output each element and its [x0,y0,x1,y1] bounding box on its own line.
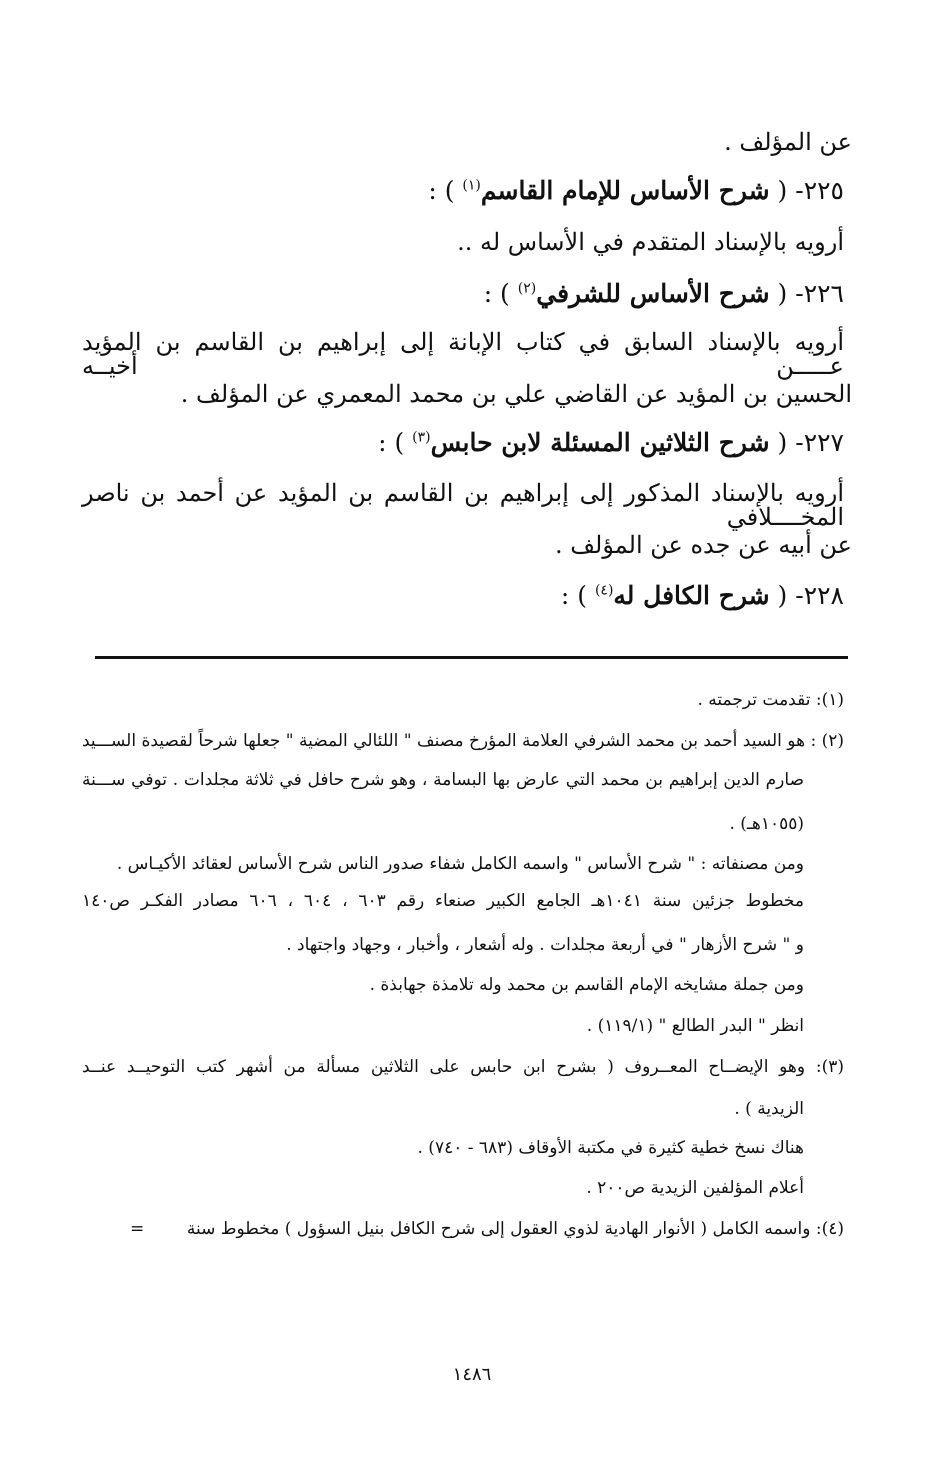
main-line-1: عن المؤلف . [724,128,852,156]
entry-226-number: ٢٢٦- ( [777,279,844,308]
footnote-2-line-7: ومن جملة مشايخه الإمام القاسم بن محمد وله تلامذة جهابذة . [369,975,804,995]
footnote-ref-2: (٢) [517,280,537,297]
footnote-3-line-4: أعلام المؤلفين الزيدية ص٢٠٠ . [586,1178,804,1198]
entry-228-title: شرح الكافل له [613,581,770,610]
entry-227-number: ٢٢٧- ( [777,428,844,457]
footnote-ref-4: (٤) [594,582,614,599]
entry-227-heading [378,430,844,455]
entry-226-tail: ) : [483,279,510,308]
footnote-3-line-3: هناك نسخ خطية كثيرة في مكتبة الأوقاف (٦٨٣ - ٧٤٠) . [417,1138,804,1158]
main-line-8: أرويه بالإسناد المذكور إلى إبراهيم بن القاسم بن المؤيد عن أحمد بن ناصر المخــــلافي [82,479,844,531]
entry-228-heading [561,583,844,608]
main-line-3: أرويه بالإسناد المتقدم في الأساس له .. [457,228,844,256]
footnote-2-line-6: و " شرح الأزهار " في أربعة مجلدات . وله أشعار ، وأخبار ، وجهاد واجتهاد . [286,935,804,955]
footnote-2-line-2: صارم الدين إبراهيم بن محمد التي عارض بها البسامة ، وهو شرح حافل في ثلاثة مجلدات . توفي ســـنة [82,770,804,790]
footnote-4: (٤): واسمه الكامل ( الأنوار الهادية لذوي العقول إلى شرح الكافل بنيل السؤول ) مخطوط سنة [186,1219,844,1239]
continuation-mark: = [130,1219,145,1239]
page-number: ١٤٨٦ [452,1364,492,1385]
entry-226-title: شرح الأساس للشرفي [536,279,770,308]
footnote-2-line-8: انظر " البدر الطالع " (١١٩/١) . [586,1016,804,1036]
footnote-ref-1: (١) [462,177,481,194]
footnote-ref-3: (٣) [412,429,431,446]
footnote-2-line-1: (٢) : هو السيد أحمد بن محمد الشرفي العلامة المؤرخ مصنف " اللئالي المضية " جعلها شرحاً لقصيدة الســـيد [81,731,844,751]
entry-225-title: شرح الأساس للإمام القاسم [480,176,770,205]
main-line-6: الحسين بن المؤيد عن القاضي علي بن محمد المعمري عن المؤلف . [180,380,852,408]
footnote-2-line-5: مخطوط جزئين سنة ١٠٤١هـ الجامع الكبير صنعاء رقم ٦٠٣ ، ٦٠٤ ، ٦٠٦ مصادر الفكـر ص١٤٠ [82,891,805,911]
entry-228-number: ٢٢٨- ( [777,581,844,610]
entry-225-number: ٢٢٥- ( [777,176,844,205]
entry-225-tail: ) : [428,176,455,205]
entry-225-heading [428,178,844,203]
main-line-9: عن أبيه عن جده عن المؤلف . [554,531,852,559]
entry-227-title: شرح الثلاثين المسئلة لابن حابس [430,428,770,457]
main-line-5: أرويه بالإسناد السابق في كتاب الإبانة إلى إبراهيم بن القاسم بن المؤيد عـــــن أخيــه [82,328,844,380]
footnote-1: (١): تقدمت ترجمته . [697,690,844,710]
footnote-3-line-1: (٣): وهو الإيضــاح المعــروف ( بشرح ابن حابس على الثلاثين مسألة من أشهر كتب التوحيــد عنــد [82,1057,844,1077]
entry-228-tail: ) : [560,581,587,610]
footnote-separator [95,656,848,659]
footnote-3-line-2: الزيدية ) . [734,1099,804,1119]
entry-226-heading [484,281,844,306]
footnote-2-line-4: ومن مصنفاته : " شرح الأساس " واسمه الكامل شفاء صدور الناس شرح الأساس لعقائد الأكيـاس . [116,854,804,874]
entry-227-tail: ) : [378,428,405,457]
footnote-2-line-3: (١٠٥٥هـ) . [729,814,804,834]
